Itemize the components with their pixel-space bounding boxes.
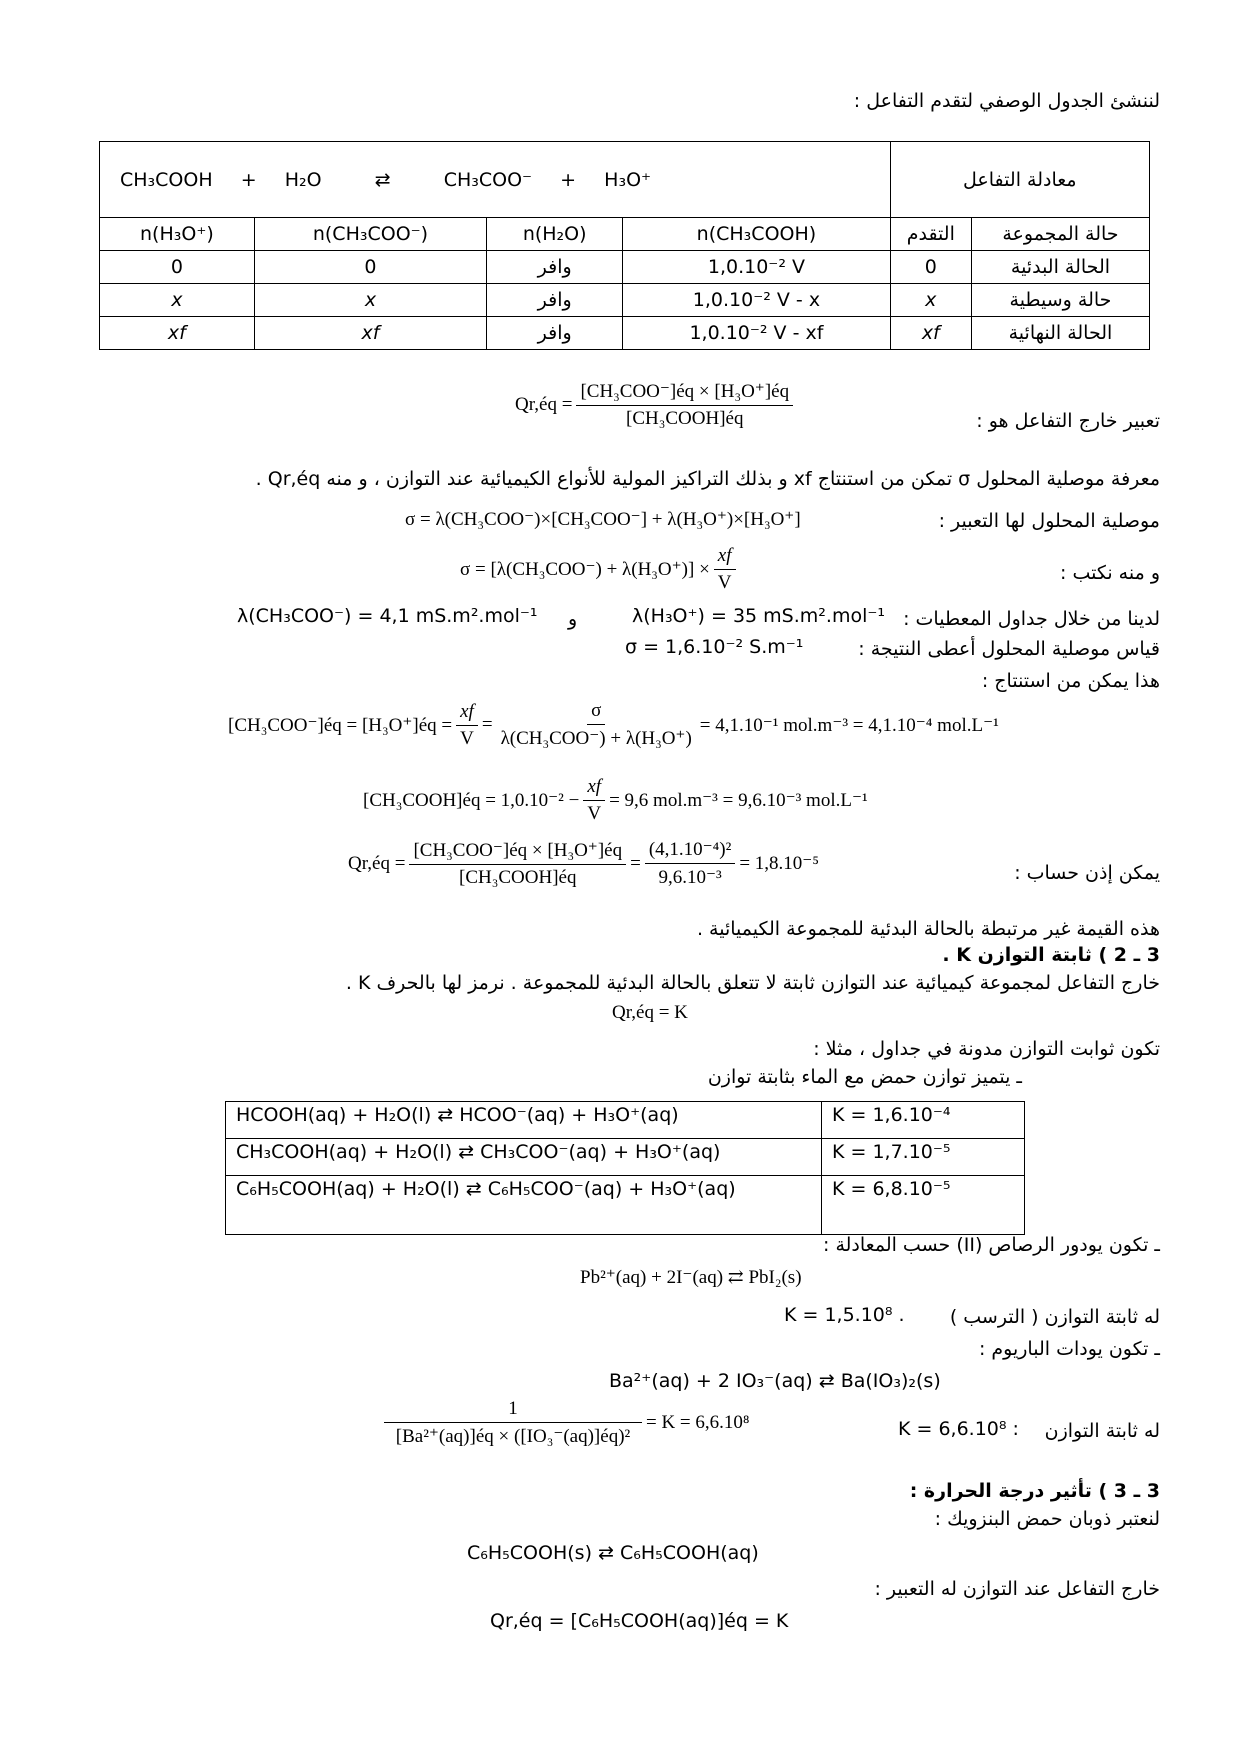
benzoic-q-label: خارج التفاعل عند التوازن له التعبير : [874,1578,1160,1600]
table-cell: الحالة البدئية [971,251,1149,284]
table-row [226,1139,1025,1176]
barium-label: ـ تكون يودات الباريوم : [978,1338,1160,1360]
lead-label: ـ تكون يودور الرصاص (II) حسب المعادلة : [823,1234,1160,1256]
acid-result: = 9,6 mol.m⁻³ = 9,6.10⁻³ mol.L⁻¹ [609,790,868,811]
calc-result: = 1,8.10⁻⁵ [739,853,819,874]
table-cell: K = 1,7.10⁻⁵ [822,1139,1025,1176]
q-lhs: Qr,éq = [515,394,573,415]
header-cell: حالة المجموعة [971,218,1149,251]
measure-label: قياس موصلية المحلول أعطى النتيجة : [858,638,1160,660]
tables-k-text: تكون ثوابت التوازن مدونة في جداول ، مثلا : [813,1038,1160,1060]
table-cell: xf [254,317,486,350]
table-cell: 1,0.10⁻² V [623,251,890,284]
barium-result: = K = 6,6.10⁸ [646,1412,750,1433]
sigma-value: σ = 1,6.10⁻² S.m⁻¹ [625,636,804,658]
table-cell: xf [890,317,971,350]
lead-equation: Pb²⁺(aq) + 2I⁻(aq) ⇄ PbI₂(s) [580,1267,802,1288]
q-lhs: Qr,éq = [348,852,406,874]
table-cell: حالة وسيطية [971,284,1149,317]
lead-k-label: له ثابتة التوازن ( الترسب ) [949,1306,1160,1328]
table-cell: x [100,284,255,317]
xf-symbol: xf [714,545,736,570]
concentration-formula: [CH₃COO⁻]éq = [H₃O⁺]éq = $\frac{xf}{V}$ = $\frac{\sigma}{\text{λ(CH₃COO⁻) + λ(H₃O⁺)}}$ = 4,1.10⁻¹ mol.m⁻³ = 4,1.10⁻⁴ mol.L⁻¹ [228,700,999,749]
equilibrium-arrow-icon: ⇄ [374,168,391,191]
table-cell: 0 [100,251,255,284]
calc-label: يمكن إذن حساب : [1014,862,1160,884]
table-cell: HCOOH(aq) + H₂O(l) ⇄ HCOO⁻(aq) + H₃O⁺(aq) [226,1102,822,1139]
table-cell: CH₃COOH(aq) + H₂O(l) ⇄ CH₃COO⁻(aq) + H₃O⁺(aq) [226,1139,822,1176]
benzoic-equation: C₆H₅COOH(s) ⇄ C₆H₅COOH(aq) [467,1542,759,1564]
barium-denominator: [Ba²⁺(aq)]éq × ([IO₃⁻(aq)]éq)² [395,1426,631,1447]
table-cell: K = 6,8.10⁻⁵ [822,1176,1025,1235]
lead-k-value: K = 1,5.10⁸ . [784,1304,905,1326]
q-numerator: [CH₃COO⁻]éq × [H₃O⁺]éq [409,839,626,865]
intro-text: لننشئ الجدول الوصفي لتقدم التفاعل : [853,90,1160,112]
know-text: معرفة موصلية المحلول σ تمكن من استنتاج xf و بذلك التراكيز المولية للأنواع الكيميائية عند التوازن ، و منه Qr,éq . [255,468,1160,490]
table-cell: 0 [890,251,971,284]
calc-denominator: 9,6.10⁻³ [658,867,722,888]
header-cell: n(CH₃COOH) [623,218,890,251]
table-row [100,251,1150,284]
q-denominator: [CH₃COOH]éq [626,408,744,429]
write-label: و منه نكتب : [1060,562,1160,584]
table-row [226,1176,1025,1235]
plus-sign: + [240,168,257,191]
acid-k-text: ـ يتميز توازن حمض مع الماء بثابتة توازن [707,1066,1022,1088]
section-3-2-heading: 3 ـ 2 ) ثابتة التوازن K . [942,944,1160,966]
table-cell: C₆H₅COOH(aq) + H₂O(l) ⇄ C₆H₅COO⁻(aq) + H₃O⁺(aq) [226,1176,822,1235]
benzoic-text: لنعتبر ذوبان حمض البنزويك : [934,1508,1160,1530]
write-formula-left: σ = [λ(CH₃COO⁻) + λ(H₃O⁺)] × [460,559,710,580]
table-row [100,317,1150,350]
table-cell: وافر [487,284,623,317]
lambda-h3o: λ(H₃O⁺) = 35 mS.m².mol⁻¹ [632,605,886,627]
table-header-row [100,218,1150,251]
v-symbol: V [587,803,602,824]
barium-formula [380,1398,750,1448]
conc-lhs: [CH₃COO⁻]éq = [H₃O⁺]éq = [228,714,453,736]
and-word: و [568,608,578,630]
v-symbol: V [717,572,732,593]
product-2: H₃O⁺ [604,168,652,191]
product-1: CH₃COO⁻ [443,168,533,191]
q-equals-k: Qr,éq = K [612,1002,688,1023]
header-cell: n(H₃O⁺) [100,218,255,251]
advancement-table [99,141,1150,350]
reactant-1: CH₃COOH [120,168,213,191]
table-cell: وافر [487,251,623,284]
sigma-symbol: σ [587,700,605,725]
deduce-text: هذا يمكن من استنتاج : [981,670,1160,692]
calc-numerator: (4,1.10⁻⁴)² [645,838,736,864]
acid-concentration-formula [363,776,868,825]
table-cell: xf [100,317,255,350]
plus-sign: + [560,168,577,191]
independent-text: هذه القيمة غير مرتبطة بالحالة البدئية للمجموعة الكيميائية . [696,918,1160,940]
reaction-equation [100,142,891,218]
acid-lhs: [CH₃COOH]éq = 1,0.10⁻² − [363,790,580,811]
data-tables-label: لدينا من خلال جداول المعطيات : [903,608,1160,630]
header-cell: التقدم [890,218,971,251]
barium-k-value: K = 6,6.10⁸ : [898,1418,1019,1440]
conductivity-formula: σ = λ(CH₃COO⁻)×[CH₃COO⁻] + λ(H₃O⁺)×[H₃O⁺] [405,509,801,530]
table-cell: 0 [254,251,486,284]
acid-constants-table [225,1101,1025,1235]
xf-symbol: xf [456,701,478,726]
q-formula [515,380,797,430]
barium-numerator: 1 [384,1398,642,1423]
lambda-ch3coo: λ(CH₃COO⁻) = 4,1 mS.m².mol⁻¹ [237,605,538,627]
k-definition-text: خارج التفاعل لمجموعة كيميائية عند التوازن ثابتة لا تتعلق بالحالة البدئية للمجموعة . نرمز لها بالحرف K . [345,972,1160,994]
write-formula [460,545,740,594]
header-cell: n(CH₃COO⁻) [254,218,486,251]
table-row [100,284,1150,317]
section-3-3-heading: 3 ـ 3 ) تأثير درجة الحرارة : [909,1480,1160,1502]
barium-k-label: له ثابتة التوازن [1044,1420,1160,1442]
lambda-sum: λ(CH₃COO⁻) + λ(H₃O⁺) [500,728,692,749]
table-cell: الحالة النهائية [971,317,1149,350]
q-numerator: [CH₃COO⁻]éq × [H₃O⁺]éq [576,380,793,406]
q-denominator: [CH₃COOH]éq [459,866,577,888]
v-symbol: V [460,727,474,749]
benzoic-q-expression: Qr,éq = [C₆H₅COOH(aq)]éq = K [490,1610,789,1632]
reactant-2: H₂O [284,168,322,191]
table-cell: وافر [487,317,623,350]
table-cell: K = 1,6.10⁻⁴ [822,1102,1025,1139]
table-cell: x [890,284,971,317]
conc-result: = 4,1.10⁻¹ mol.m⁻³ = 4,1.10⁻⁴ mol.L⁻¹ [699,714,999,736]
barium-equation: Ba²⁺(aq) + 2 IO₃⁻(aq) ⇄ Ba(IO₃)₂(s) [609,1370,941,1392]
table-row [226,1102,1025,1139]
table-row [100,142,1150,218]
table-cell: x [254,284,486,317]
conductivity-label: موصلية المحلول لها التعبير : [938,510,1160,532]
q-expression-label: تعبير خارج التفاعل هو : [976,410,1160,432]
header-cell: n(H₂O) [487,218,623,251]
table-cell: 1,0.10⁻² V - xf [623,317,890,350]
equation-label: معادلة التفاعل [890,142,1149,218]
xf-symbol: xf [583,776,605,801]
q-calc-formula: Qr,éq = $\frac{\text{[CH₃COO⁻]éq × [H₃O⁺]éq}}{\text{[CH₃COOH]éq}}$ = $\frac{\text{(4,1.10⁻⁴)²}}{\text{9,6.10⁻³}}$ = 1,8.10⁻⁵ [348,839,819,888]
table-cell: 1,0.10⁻² V - x [623,284,890,317]
